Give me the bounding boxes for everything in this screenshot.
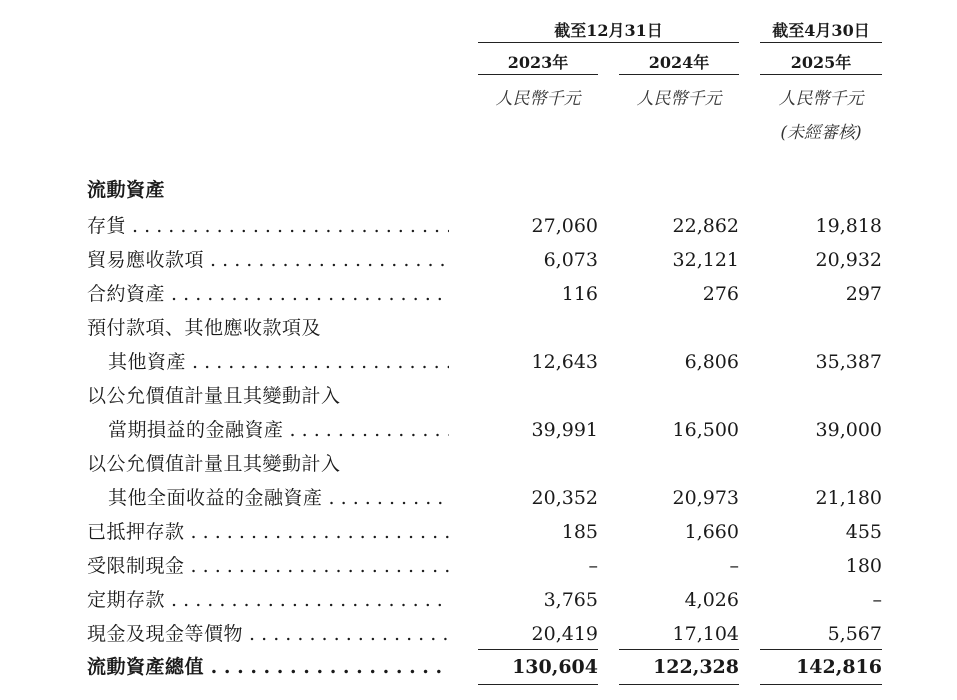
table-row — [0, 347, 957, 377]
column-header-rule — [619, 74, 739, 75]
table-row — [0, 585, 957, 615]
table-row — [0, 381, 957, 411]
column-header-2025: 2025年 — [790, 53, 852, 72]
value-2025: – — [872, 589, 882, 611]
value-2023: 12,643 — [531, 351, 598, 373]
column-header-2024: 2024年 — [648, 53, 710, 72]
total-rule — [619, 649, 739, 650]
total-2024: 122,328 — [653, 656, 739, 678]
value-2024: – — [729, 555, 739, 577]
row-label: 預付款項、其他應收款項及 — [87, 317, 322, 339]
table-row — [0, 449, 957, 479]
value-2024: 16,500 — [672, 419, 739, 441]
total-row — [0, 652, 957, 682]
value-2025: 35,387 — [815, 351, 882, 373]
row-label: 受限制現金 . . . — [87, 551, 449, 581]
period-header-dec31: 截至12月31日 — [554, 21, 663, 40]
value-2025: 297 — [845, 283, 882, 305]
value-2023: 20,419 — [531, 623, 598, 645]
value-2023: 3,765 — [543, 589, 598, 611]
row-label: 定期存款 . . . — [87, 585, 449, 615]
value-2024: 276 — [702, 283, 739, 305]
value-2023: – — [588, 555, 598, 577]
value-2025: 5,567 — [827, 623, 882, 645]
period-header-rule — [478, 42, 739, 43]
section-title: 流動資產 — [87, 179, 166, 201]
table-row — [0, 245, 957, 275]
table-row — [0, 279, 957, 309]
unit-label-2025: 人民幣千元 — [778, 89, 864, 109]
value-2025: 180 — [845, 555, 882, 577]
row-label: 現金及現金等價物 . . . — [87, 619, 449, 649]
column-header-2023: 2023年 — [507, 53, 569, 72]
period-header-rule — [760, 42, 882, 43]
value-2024: 1,660 — [684, 521, 739, 543]
value-2025: 39,000 — [815, 419, 882, 441]
row-label: 已抵押存款 . . . — [87, 517, 449, 547]
total-bottom-rule — [478, 684, 598, 685]
unit-label-2023: 人民幣千元 — [495, 89, 581, 109]
value-2023: 116 — [561, 283, 598, 305]
total-2025: 142,816 — [796, 656, 882, 678]
value-2024: 4,026 — [684, 589, 739, 611]
total-rule — [478, 649, 598, 650]
column-header-rule — [478, 74, 598, 75]
table-row — [0, 415, 957, 445]
total-bottom-rule — [760, 684, 882, 685]
total-bottom-rule — [619, 684, 739, 685]
table-row — [0, 551, 957, 581]
section-title-row — [0, 175, 957, 205]
row-label: 當期損益的金融資產 . . . — [108, 415, 449, 445]
table-row — [0, 619, 957, 649]
value-2025: 21,180 — [815, 487, 882, 509]
row-label: 以公允價值計量且其變動計入 — [87, 385, 341, 407]
total-2023: 130,604 — [512, 656, 598, 678]
row-label: 以公允價值計量且其變動計入 — [87, 453, 341, 475]
unaudited-note: (未經審核) — [780, 123, 862, 143]
table-row — [0, 313, 957, 343]
period-header-apr30: 截至4月30日 — [772, 21, 870, 40]
table-row — [0, 517, 957, 547]
value-2024: 20,973 — [672, 487, 739, 509]
row-label: 合約資產 . . . — [87, 279, 449, 309]
value-2024: 22,862 — [672, 215, 739, 237]
unit-label-2024: 人民幣千元 — [636, 89, 722, 109]
value-2024: 6,806 — [684, 351, 739, 373]
value-2023: 27,060 — [531, 215, 598, 237]
row-label: 其他全面收益的金融資產 . . . — [108, 483, 449, 513]
value-2024: 17,104 — [672, 623, 739, 645]
table-row — [0, 211, 957, 241]
value-2025: 20,932 — [815, 249, 882, 271]
row-label: 其他資產 . . . — [108, 347, 449, 377]
value-2023: 20,352 — [531, 487, 598, 509]
value-2023: 185 — [561, 521, 598, 543]
row-label: 貿易應收款項 . . . — [87, 245, 449, 275]
value-2023: 6,073 — [543, 249, 598, 271]
row-label: 存貨 . . . — [87, 211, 449, 241]
value-2025: 19,818 — [815, 215, 882, 237]
table-row — [0, 483, 957, 513]
column-header-rule — [760, 74, 882, 75]
total-label: 流動資產總值 . . . — [87, 652, 449, 682]
value-2025: 455 — [845, 521, 882, 543]
value-2023: 39,991 — [531, 419, 598, 441]
value-2024: 32,121 — [672, 249, 739, 271]
total-rule — [760, 649, 882, 650]
